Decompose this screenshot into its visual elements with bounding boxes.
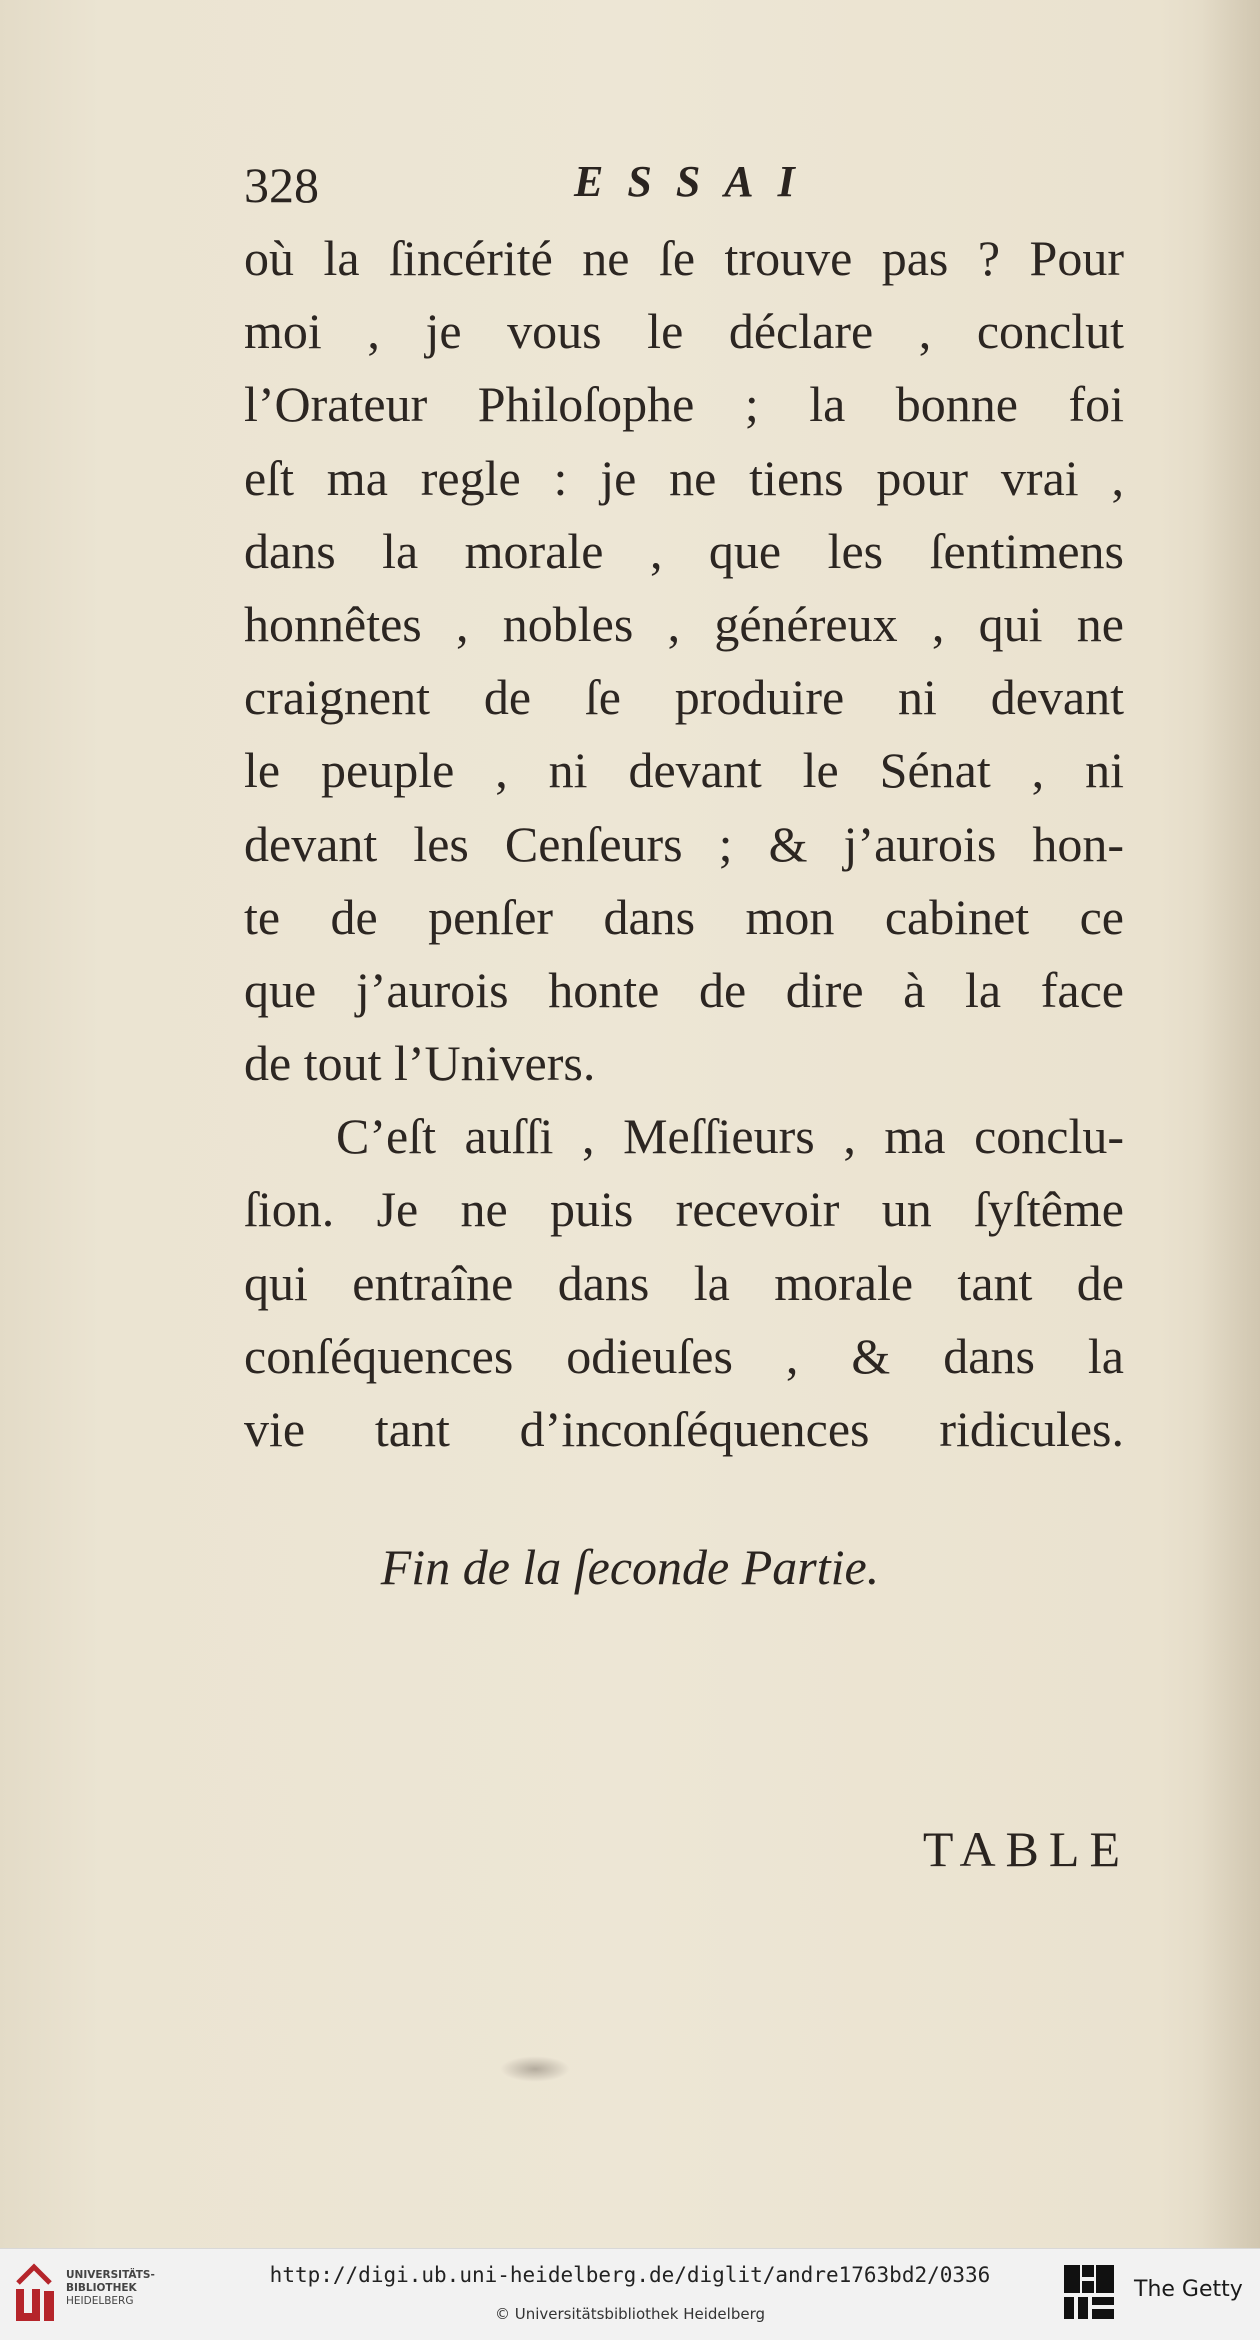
text-line: dans la morale , que les ſentimens: [244, 522, 1124, 579]
text-line: de tout l’Univers.: [244, 1035, 596, 1092]
page-number: 328: [244, 157, 319, 213]
page-header: [244, 156, 1124, 216]
library-name-line2: BIBLIOTHEK: [66, 2282, 137, 2294]
library-name-line3: HEIDELBERG: [66, 2295, 134, 2307]
text-line: C’eſt auſſi , Meſſieurs , ma conclu-: [336, 1108, 1124, 1165]
text-line: craignent de ſe produire ni devant: [244, 669, 1124, 726]
copyright-notice: © Universitätsbibliothek Heidelberg: [494, 2305, 765, 2323]
text-line: eſt ma regle : je ne tiens pour vrai ,: [244, 449, 1124, 506]
text-line: le peuple , ni devant le Sénat , ni: [244, 742, 1124, 799]
text-line: que j’aurois honte de dire à la face: [244, 961, 1124, 1018]
partner-name: The Getty: [1134, 2277, 1243, 2302]
text-line: vie tant d’inconſéquences ridicules.: [244, 1401, 1124, 1457]
section-end-note: Fin de la ſeconde Partie.: [380, 1539, 880, 1595]
catchword: TABLE: [922, 1821, 1130, 1877]
text-line: l’Orateur Philoſophe ; la bonne foi: [244, 376, 1124, 433]
library-name-line1: UNIVERSITÄTS-: [66, 2269, 155, 2281]
text-line: devant les Cenſeurs ; & j’aurois hon-: [244, 815, 1124, 872]
text-line: moi , je vous le déclare , conclut: [244, 303, 1124, 360]
getty-logo-icon[interactable]: [1062, 2263, 1116, 2323]
ink-smudge: [500, 2056, 570, 2082]
text-line: qui entraîne dans la morale tant de: [244, 1254, 1124, 1311]
text-line: où la ſincérité ne ſe trouve pas ? Pour: [244, 230, 1124, 286]
viewer-footer: [0, 2248, 1260, 2340]
text-line: ſion. Je ne puis recevoir un ſyſtême: [244, 1181, 1124, 1238]
running-head: ESSAI: [574, 157, 819, 206]
body-text: [244, 222, 1124, 1466]
permalink-url[interactable]: http://digi.ub.uni-heidelberg.de/diglit/andre1763bd2/0336: [269, 2263, 991, 2287]
text-line: honnêtes , nobles , généreux , qui ne: [244, 595, 1124, 652]
text-line: te de penſer dans mon cabinet ce: [244, 888, 1124, 945]
text-line: conſéquences odieuſes , & dans la: [244, 1327, 1124, 1384]
